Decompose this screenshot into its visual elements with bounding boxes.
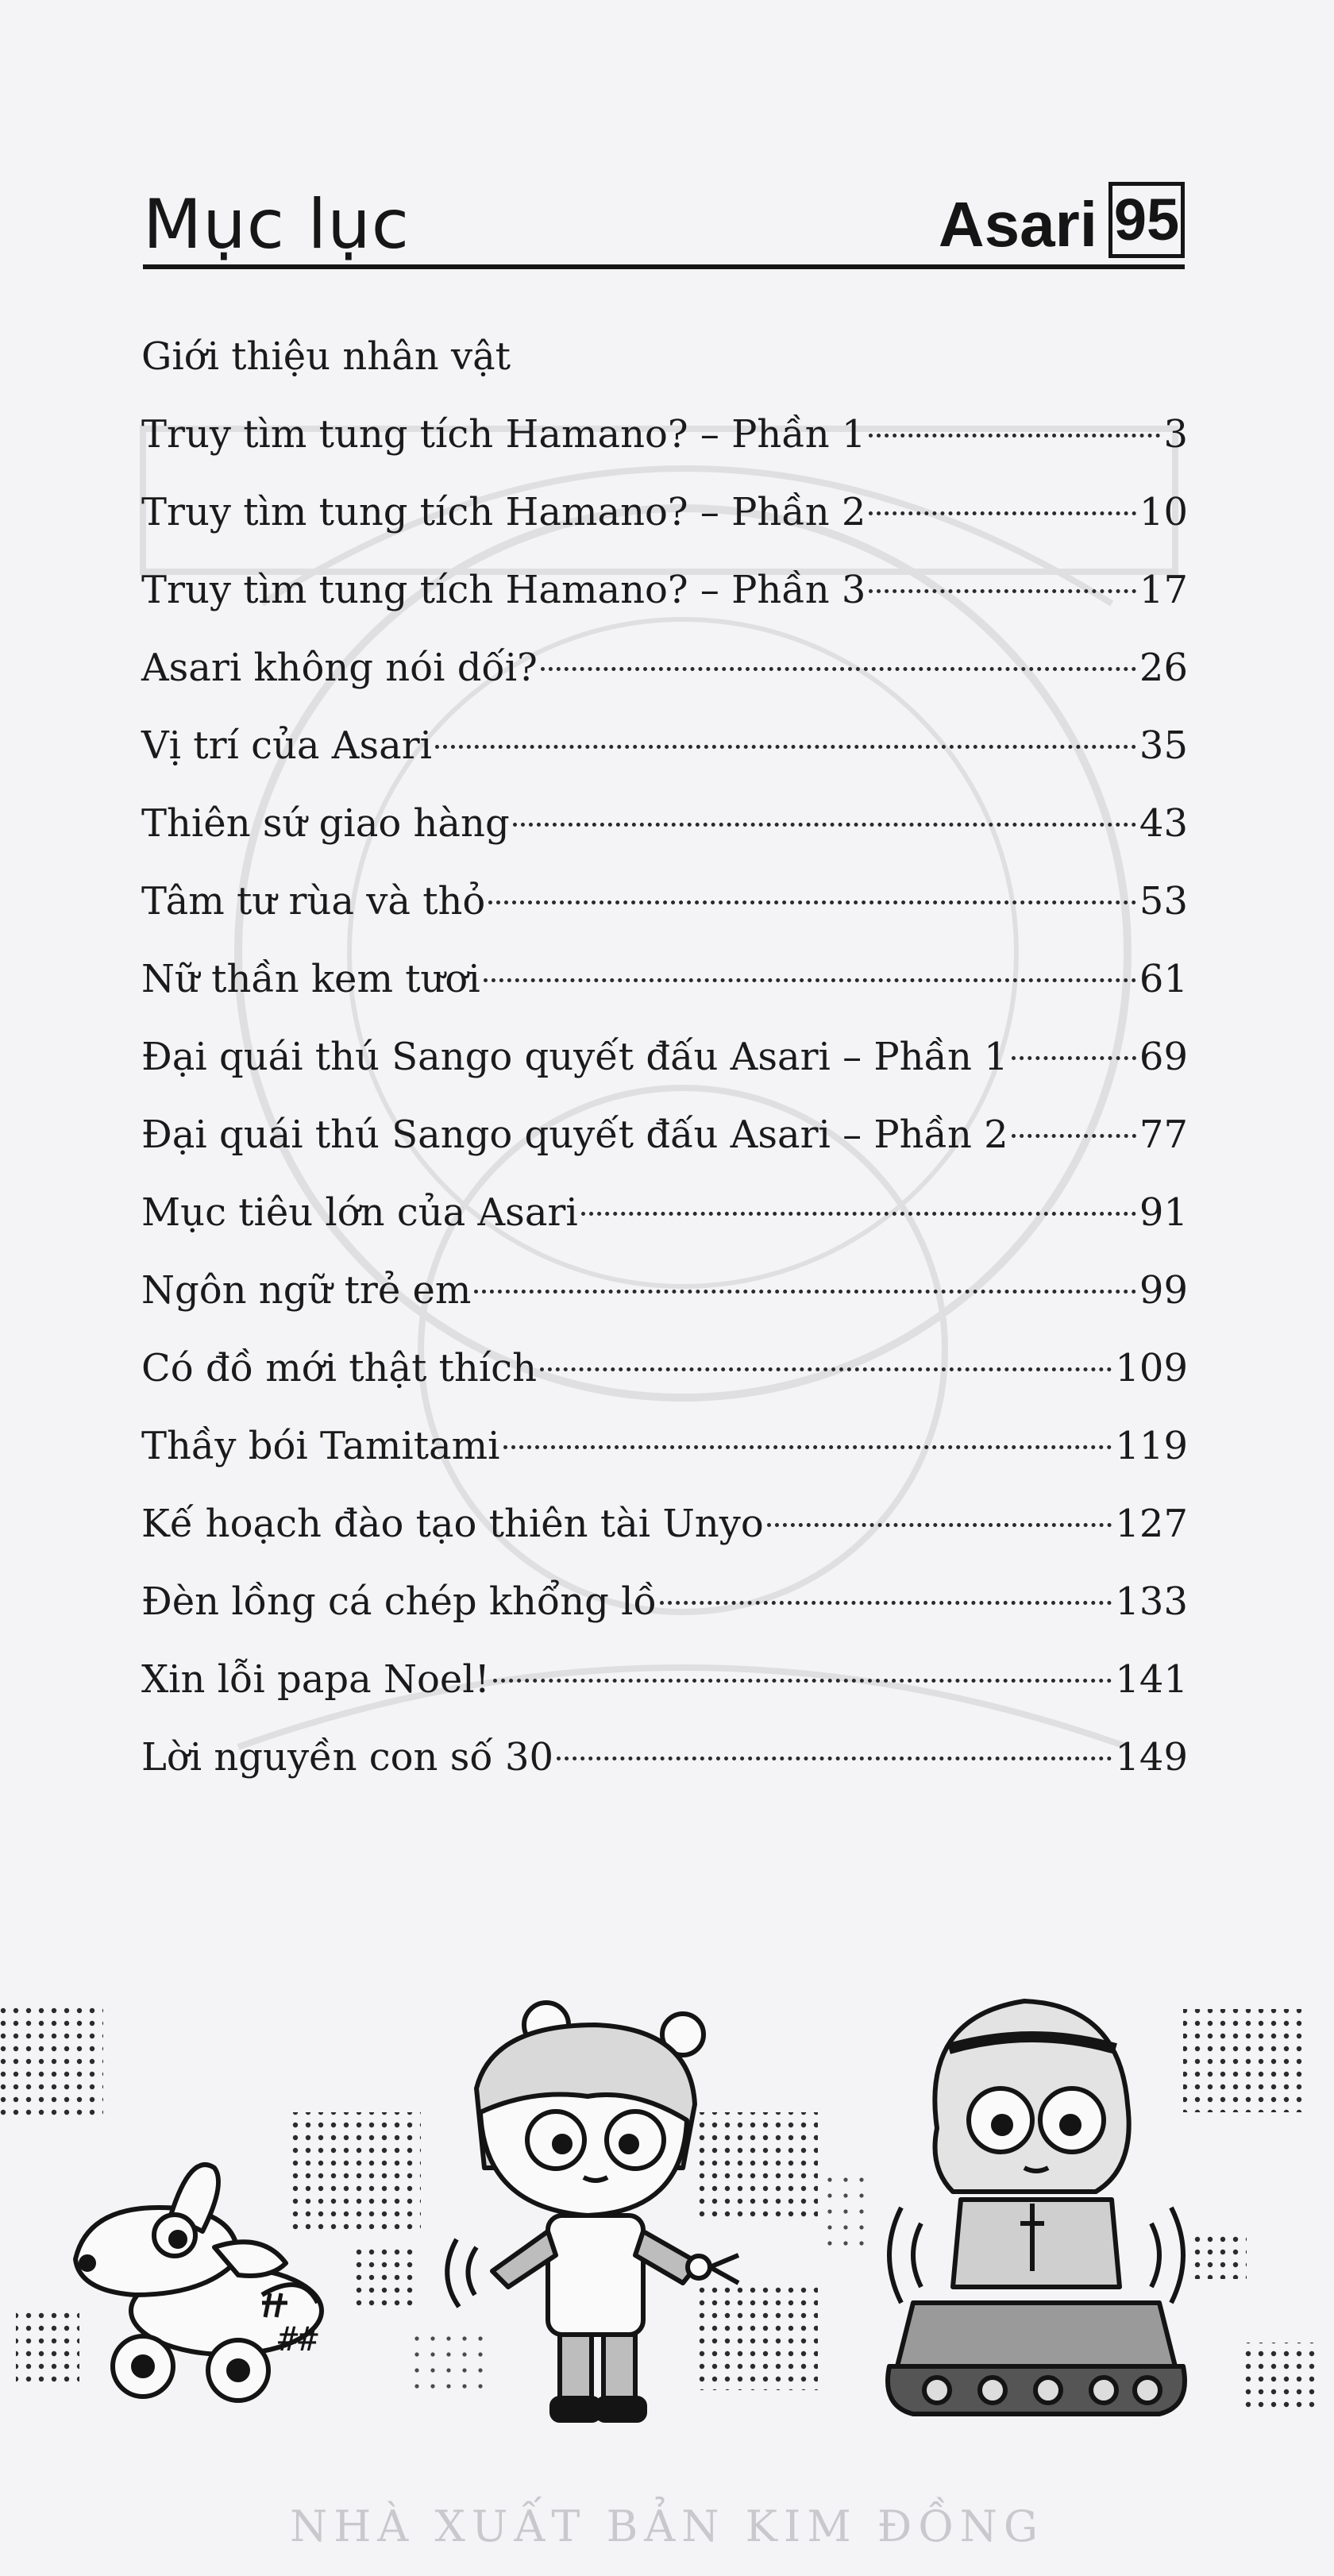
toc-entry: [141, 707, 1188, 785]
toc-dot-leader: [484, 978, 1136, 982]
toc-dot-leader: [581, 1212, 1136, 1216]
volume-number-box: 95: [1108, 182, 1185, 258]
toc-dot-leader: [513, 823, 1136, 827]
toc-dot-leader: [435, 745, 1136, 749]
toc-entry-page-number: 10: [1139, 490, 1188, 534]
toc-dot-leader: [503, 1445, 1112, 1449]
toc-entry-page-number: 3: [1163, 412, 1188, 457]
toc-dot-leader: [869, 589, 1135, 593]
toc-entry: [141, 395, 1188, 473]
toc-entry-title: Mục tiêu lớn của Asari: [141, 1190, 578, 1235]
toc-dot-leader: [1012, 1056, 1136, 1060]
toc-entry: [141, 1718, 1188, 1796]
toc-entry: [141, 862, 1188, 940]
toc-entry: [141, 1485, 1188, 1563]
toc-entry-title: Truy tìm tung tích Hamano? – Phần 2: [141, 490, 866, 534]
toc-entry-title: Asari không nói dối?: [141, 646, 538, 690]
toc-entry-page-number: 17: [1139, 568, 1188, 612]
toc-intro-item: Giới thiệu nhân vật: [141, 334, 511, 379]
toc-dot-leader: [869, 434, 1160, 438]
toc-dot-leader: [1012, 1134, 1136, 1138]
toc-entry-page-number: 61: [1139, 957, 1188, 1001]
toc-entry-title: Kế hoạch đào tạo thiên tài Unyo: [141, 1502, 764, 1546]
toc-entry-title: Đèn lồng cá chép khổng lồ: [141, 1579, 657, 1624]
toc-dot-leader: [474, 1290, 1135, 1294]
toc-entry: [141, 1251, 1188, 1329]
toc-entry: [141, 1407, 1188, 1485]
toc-entry-page-number: 119: [1115, 1424, 1188, 1468]
toc-entry-page-number: 141: [1115, 1657, 1188, 1702]
toc-entry-page-number: 127: [1115, 1502, 1188, 1546]
toc-entry-title: Xin lỗi papa Noel!: [141, 1657, 490, 1702]
dog-robot-character: [75, 2165, 322, 2401]
toc-entry-title: Thầy bói Tamitami: [141, 1424, 500, 1468]
toc-entry-title: Đại quái thú Sango quyết đấu Asari – Phần 2: [141, 1113, 1008, 1157]
toc-dot-leader: [660, 1601, 1112, 1605]
toc-entry-title: Truy tìm tung tích Hamano? – Phần 3: [141, 568, 866, 612]
toc-entry: [141, 1329, 1188, 1407]
toc-entry-title: Có đồ mới thật thích: [141, 1346, 537, 1390]
toc-entry-page-number: 43: [1139, 801, 1188, 846]
toc-entry: [141, 629, 1188, 707]
page-title: Mục lục: [143, 185, 411, 264]
toc-entry: [141, 1174, 1188, 1251]
toc-entry-page-number: 77: [1139, 1113, 1188, 1157]
toc-entry-title: Nữ thần kem tươi: [141, 957, 480, 1001]
toc-entry: [141, 551, 1188, 629]
toc-dot-leader: [869, 511, 1135, 515]
toc-entry-title: Ngôn ngữ trẻ em: [141, 1268, 472, 1313]
toc-dot-leader: [493, 1679, 1112, 1683]
character-illustration: [0, 1969, 1334, 2446]
toc-entry-title: Tâm tư rùa và thỏ: [141, 879, 486, 924]
toc-entry-title: Đại quái thú Sango quyết đấu Asari – Phần 1: [141, 1035, 1008, 1079]
toc-entry-page-number: 26: [1139, 646, 1188, 690]
publisher-footer: NHÀ XUẤT BẢN KIM ĐỒNG: [289, 2501, 1045, 2551]
toc-entry-page-number: 149: [1115, 1735, 1188, 1780]
toc-dot-leader: [540, 1367, 1112, 1371]
toc-entry-page-number: 69: [1139, 1035, 1188, 1079]
toc-entry: [141, 785, 1188, 862]
header-divider: [143, 264, 1185, 269]
toc-entry: [141, 1563, 1188, 1641]
toc-entry-page-number: 109: [1115, 1346, 1188, 1390]
page-header: [143, 171, 1185, 266]
toc-entry-page-number: 99: [1139, 1268, 1188, 1313]
toc-dot-leader: [488, 900, 1136, 904]
toc-dot-leader: [541, 667, 1136, 671]
toc-entry: [141, 1641, 1188, 1718]
toc-entry-title: Thiên sứ giao hàng: [141, 801, 510, 846]
toc-dot-leader: [557, 1757, 1112, 1760]
girl-character: [447, 2003, 738, 2420]
toc-list: [141, 395, 1188, 1796]
toc-entry-title: Truy tìm tung tích Hamano? – Phần 1: [141, 412, 866, 457]
toc-entry: [141, 1096, 1188, 1174]
toc-entry-page-number: 35: [1139, 723, 1188, 768]
toc-entry: [141, 1018, 1188, 1096]
toc-entry-title: Lời nguyền con số 30: [141, 1735, 554, 1780]
toc-dot-leader: [767, 1523, 1112, 1527]
toc-entry-page-number: 133: [1115, 1579, 1188, 1624]
toc-entry-page-number: 91: [1139, 1190, 1188, 1235]
toc-entry-page-number: 53: [1139, 879, 1188, 924]
scribble-mark: ##: [278, 2320, 318, 2358]
girl-on-tank-character: [888, 2001, 1185, 2414]
toc-entry-title: Vị trí của Asari: [141, 723, 432, 768]
series-name: Asari: [938, 189, 1097, 260]
table-of-contents: [141, 318, 1188, 1796]
toc-entry: [141, 940, 1188, 1018]
toc-entry: [141, 473, 1188, 551]
